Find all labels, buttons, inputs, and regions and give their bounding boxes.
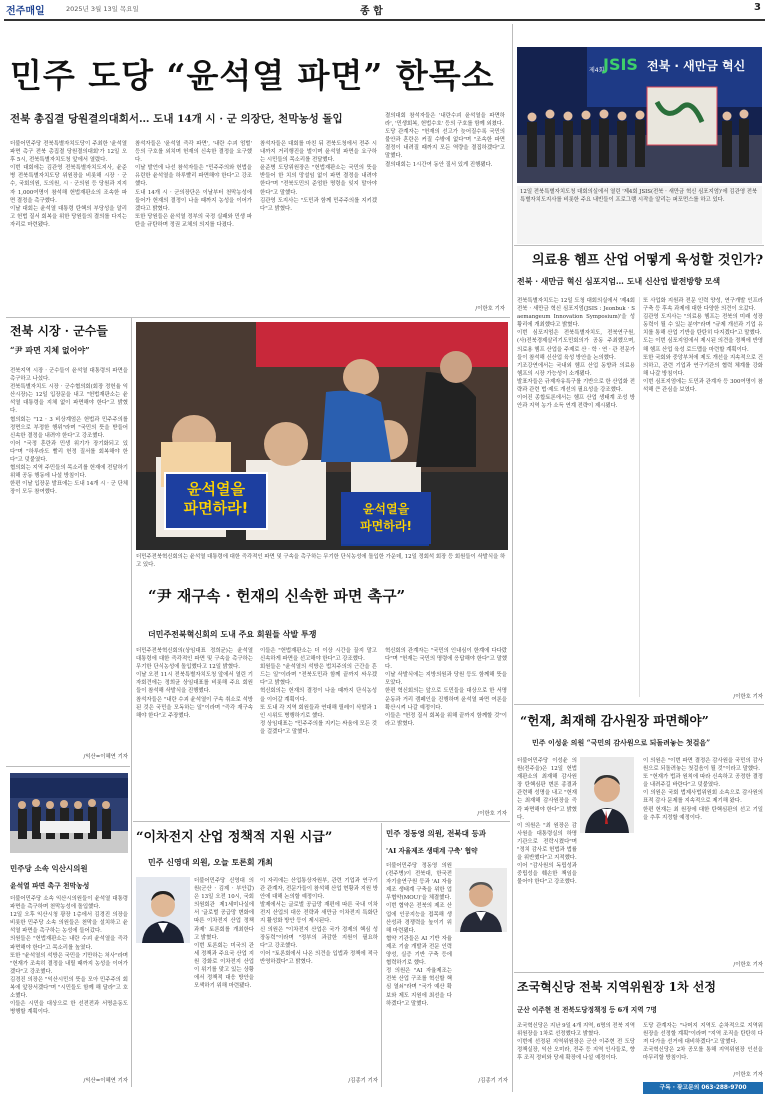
jsis-photo xyxy=(517,47,762,183)
rule-battery-top xyxy=(133,821,510,822)
masthead xyxy=(6,2,763,18)
rule-main-right xyxy=(512,24,513,1092)
protest-body: 전북지역 시장 · 군수들이 윤석열 대통령의 파면을 촉구하고 나섰다. 전북특별자치도 시장 · 군수협의회(회장 정헌율 익산시장)는 12일 입장문을 내고 "헌법재판소는 윤석열 대통령을 지체 없이 파면해야 한다"고 밝혔다. 협의회는 "12 · 3 비상계엄은 헌법과 민주주의를 정면으로 부정한 행위"라며 "국민의 뜻을 받들어 신속한 결정을 내려야 한다"고 강조했다. 이어 "국정 혼란과 민생 위기가 장기화되고 있다"며 "하루라도 빨리 헌정 질서를 회복해야 한다"고 덧붙였다. 협의회는 지역 주민들의 목소리를 헌재에 전달하기 위해 공동 행동에 나설 방침이다. 한편 이날 입장문 발표에는 도내 14개 시 · 군 단체장이 모두 참여했다. xyxy=(10,368,128,496)
section-title: 종 합 xyxy=(360,6,383,17)
rebuild-col-1: 조국혁신당은 지난 9일 4개 지역, 6명의 전북 지역위원장을 1차로 선정했다고 밝혔다. 이번에 선정된 지역위원장은 군산 이주현 전 도당정책실장, 익산 오미라, 전주 등 지역 인사들로, 향후 조직 정비와 당세 확장에 나설 예정이다. xyxy=(517,1023,635,1062)
hunger-col-2: 이들은 "헌법재판소는 더 이상 시간을 끌지 말고 신속하게 파면을 선고해야 한다"고 강조했다. 회원들은 "윤석열의 석방은 법치주의의 근간을 흔드는 일"이라며 "전북도민과 함께 끝까지 싸우겠다"고 밝혔다. 혁신회의는 헌재의 결정이 나올 때까지 단식농성을 이어갈 계획이다. 또 도내 각 지역 회원들과 연대해 릴레이 삭발과 1인 시위도 병행하기로 했다. 정 상임대표는 "민주주의를 지키는 싸움에 모든 것을 걸겠다"고 말했다. xyxy=(260,648,377,735)
iksan-headline: 민주당 소속 익산시의원 xyxy=(10,864,88,873)
hemp-col-2: 또 사업화 지원과 전문 인력 양성, 연구개발 인프라 구축 등 후속 과제에 대한 다양한 의견이 오갔다. 김관영 도지사는 "의료용 헴프는 전북의 미래 성장동력이 될 수 있는 분야"라며 "규제 개선과 기업 유치를 통해 산업 기반을 탄탄히 다지겠다"고 말했다. 도는 이번 심포지엄에서 제시된 의견을 정책에 반영해 헴프 산업 육성 로드맵을 마련할 계획이다. 또한 국회와 중앙부처에 제도 개선을 지속적으로 건의하고, 관련 기업과 연구기관의 협력 체계를 강화해 나갈 방침이다. 이번 심포지엄에는 도민과 관계자 등 300여명이 참석해 큰 관심을 보였다. xyxy=(643,298,763,394)
subscription-contact xyxy=(643,1082,763,1094)
jsis-caption: 12일 전북특별자치도청 대회의실에서 열린 '제4회 JSIS(전북 · 새만금 혁신 심포지엄)'에 김관영 전북특별자치도지사를 비롯한 주요 내빈들이 프로그램 시작을 알리는 퍼포먼스를 하고 있다. xyxy=(517,186,762,244)
rebuild-col-2: 도당 관계자는 "나머지 지역도 순차적으로 지역위원장을 선정할 계획"이라며 "지역 조직을 탄탄히 다져 다가올 선거에 대비하겠다"고 말했다. 조국혁신당은 2차 공모를 통해 지역위원장 인선을 마무리할 방침이다. xyxy=(643,1023,763,1062)
hemp-subhead: 전북 · 새만금 혁신 심포지엄… 도내 신산업 발전방향 모색 xyxy=(517,276,721,286)
rule-left-column xyxy=(131,317,132,1087)
ai-body-top: 더불어민주당 정동영 의원(전주병)이 전북대, 한국전자기술연구원 등과 'AI 자율제조 생태계 구축을 위한 업무협약(MOU)'을 체결했다. 이번 협약은 전북의 제조 산업에 인공지능을 접목해 생산성과 경쟁력을 높이기 위해 마련됐다. 협약 기관들은 AI 기반 자율제조 기술 개발과 전문 인력 양성, 실증 기반 구축 등에 협력하기로 했다. 정 의원은 "AI 자율제조는 전북 산업 구조를 혁신할 핵심 열쇠"라며 "국가 예산 확보와 제도 지원에 최선을 다하겠다"고 말했다. xyxy=(386,863,452,1007)
rebuild-subhead: 군산 이주현 전 전북도당정책정 등 6개 지역 7명 xyxy=(517,1006,657,1014)
rule-iksan-top xyxy=(6,766,130,767)
protest-sign xyxy=(164,472,268,530)
page-number: 3 xyxy=(754,2,761,13)
audit-byline: /이한호 기자 xyxy=(733,962,763,968)
lead-headline: 민주 도당 “윤석열 파면” 한목소 xyxy=(10,56,495,94)
rebuild-byline: /이한호 기자 xyxy=(733,1072,763,1078)
lead-col-2: 참석자들은 '윤석열 즉각 파면', '내란 수괴 엄벌' 등의 구호를 외치며 헌재의 신속한 결정을 요구했다. 이날 발언에 나선 참석자들은 "민주주의와 헌법을 유린한 윤석열을 하루빨리 파면해야 한다"고 강조했다. 도내 14개 시 · 군의장단은 이날부터 천막농성에 들어가 헌재의 결정이 나올 때까지 농성을 이어가겠다고 밝혔다. 또한 당원들은 윤석열 정부의 국정 실패와 민생 파탄을 규탄하며 정권 교체의 의지를 다졌다. xyxy=(135,141,252,228)
shin-portrait xyxy=(136,877,190,943)
hunger-headline: “尹 재구속 · 헌재의 신속한 파면 촉구” xyxy=(148,587,406,605)
rule-hemp-cols xyxy=(639,297,640,697)
battery-col-2: 이 자리에는 산업통상자원부, 관련 기업과 연구기관 관계자, 전문가들이 참석해 산업 현황과 지원 방안에 대해 논의할 예정이다. 발제에서는 글로벌 공급망 재편에 따른 국내 이차전지 산업의 대응 전략과 새만금 이차전지 특화단지 활성화 방안 등이 제시된다. 신 의원은 "이차전지 산업은 국가 경제의 핵심 성장동력"이라며 "정부의 과감한 지원이 필요하다"고 강조했다. 이어 "토론회에서 나온 의견을 입법과 정책에 적극 반영하겠다"고 밝혔다. xyxy=(260,878,378,965)
lee-portrait xyxy=(580,757,634,833)
jsis-banner-title: 전북 · 새만금 혁신 xyxy=(647,59,746,73)
lee-portrait-art xyxy=(580,757,634,833)
battery-headline: “이차전지 산업 정책적 지원 시급” xyxy=(136,830,333,845)
protest-kicker-2: “尹 파면 지체 없어야” xyxy=(10,345,90,355)
audit-subhead: 민주 이성윤 의원 “국민의 감사원으로 되돌려놓는 첫걸음” xyxy=(532,738,711,747)
chung-portrait-art xyxy=(455,868,507,932)
lead-col-1: 더불어민주당 전북특별자치도당이 주최한 '윤석열 파면 촉구 전북 총집결 당원결의대회'가 12일 오후 5시, 전북특별자치도청 앞에서 열렸다. 이번 대회에는 김관영 전북특별자치도지사, 윤준병 전북특별자치도당 위원장을 비롯해 시장 · 군수, 국회의원, 도의원, 시 · 군의원 등 당원과 지지자 1,000여명이 참석해 헌법재판소의 조속한 파면 결정을 촉구했다. 이날 대회는 윤석열 대통령 탄핵의 부당성을 알리고 헌법 질서 회복을 위한 당원들의 결의를 다지는 자리로 마련됐다. xyxy=(10,141,127,228)
jsis-banner-year: 제4회 xyxy=(589,67,605,74)
hemp-col-1: 전북특별자치도는 12일 도청 대회의실에서 '제4회 전북 · 새만금 혁신 심포지엄(JSIS : Jeonbuk · Saemangeum Innovation Symposium)'을 성황리에 개최했다고 밝혔다. 이번 심포지엄은 전북특별자치도, 전북연구원, (사)전북경제살리기도민회의가 공동 주최했으며, 의료용 헴프 산업을 주제로 산 · 학 · 연 · 관 전문가들이 참석해 신산업 육성 방안을 논의했다. 기조강연에서는 국내외 헴프 산업 동향과 의료용 헴프의 시장 가능성이 소개됐다. 발표자들은 규제자유특구를 기반으로 한 산업화 전략과 관련 법·제도 개선의 필요성을 강조했다. 이어진 종합토론에서는 헴프 산업 생태계 조성 방안과 지역 농가 소득 연계 전략이 제시됐다. xyxy=(517,298,635,410)
battery-byline: /김종기 기자 xyxy=(348,1078,378,1084)
shin-portrait-art xyxy=(136,877,190,943)
rule-hemp-top xyxy=(514,245,764,246)
jsis-banner-logo: JSIS xyxy=(603,55,638,74)
lead-col-4: 결의대회 참석자들은 '내란수괴 윤석열을 파면하라', '민생회복, 헌법수호' 등의 구호를 함께 외쳤다. 도당 관계자는 "헌재의 선고가 늦어질수록 국민의 불안과 혼란은 커질 수밖에 없다"며 "조속한 파면 결정이 내려질 때까지 모든 역량을 결집하겠다"고 말했다. 결의대회는 1시간여 동안 질서 있게 진행됐다. xyxy=(385,113,505,168)
lead-subhead: 전북 총집결 당원결의대회서… 도내 14개 시 · 군 의장단, 천막농성 돌입 xyxy=(10,113,343,125)
rule-audit-top xyxy=(514,704,764,705)
hunger-subhead: 더민주전북혁신회의 도내 주요 회원들 삭발 투쟁 xyxy=(148,629,317,639)
battery-col-1: 더불어민주당 신영대 의원(군산 · 김제 · 부안갑)은 13일 오전 10시, 국회의원회관 제1세미나실에서 '글로벌 공급망 변화에 따른 이차전지 산업 정책 과제' 토론회를 개최한다고 밝혔다. 이번 토론회는 미국의 관세 정책과 주요국 산업 지원 강화로 이차전지 산업이 위기를 맞고 있는 상황에서 정책적 대응 방안을 모색하기 위해 마련됐다. xyxy=(194,878,254,990)
iksan-photo xyxy=(10,773,128,853)
hunger-col-1: 더민주전북혁신회의(상임대표 정희균)는 윤석열 대통령에 대한 즉각적인 파면 및 구속을 촉구하는 무기한 단식농성에 돌입했다고 12일 밝혔다. 이날 오전 11시 전북특별자치도청 앞에서 열린 기자회견에는 정희균 상임대표를 비롯해 주요 회원들이 참석해 삭발식을 진행했다. 참석자들은 "내란 수괴 윤석열이 구속 취소로 석방된 것은 국민을 모독하는 일"이라며 "즉각 재구속해야 한다"고 주장했다. xyxy=(136,648,253,719)
audit-col-1: 더불어민주당 이성윤 의원(전주을)은 12일 헌법재판소의 최재해 감사원장 탄핵심판 변론 종결과 관련해 성명을 내고 "헌재는 최재해 감사원장을 즉각 파면해야 한다"고 밝혔다. 이 의원은 "최 원장은 감사원을 대통령실의 하명 기관으로 전락시켰다"며 "정치 감사로 헌법과 법률을 위반했다"고 지적했다. 이어 "감사원의 독립성과 중립성을 훼손한 책임을 물어야 한다"고 강조했다. xyxy=(517,758,577,886)
ai-byline: /김종기 기자 xyxy=(478,1078,508,1084)
protest-byline: /익산=이혜연 기자 xyxy=(83,754,128,760)
iksan-byline: /익산=이혜연 기자 xyxy=(83,1078,128,1084)
audit-col-2: 이 의원은 "이번 파면 결정은 감사원을 국민의 감사원으로 되돌려놓는 첫걸음이 될 것"이라고 말했다. 또 "헌재가 법과 원칙에 따라 신속하고 공정한 결정을 내려주길 바란다"고 덧붙였다. 이 의원은 국회 법제사법위원회 소속으로 감사원의 표적 감사 문제를 지속적으로 제기해 왔다. 한편 헌재는 최 원장에 대한 탄핵심판의 선고 기일을 추후 지정할 예정이다. xyxy=(643,758,763,821)
protest-sign-right xyxy=(341,492,431,544)
rule-battery-ai xyxy=(381,823,382,1087)
paper-name: 전주매일 xyxy=(6,6,45,17)
subscription-contact-text: 구독 · 광고문의 063-288-9700 xyxy=(659,1085,747,1091)
iksan-body: 더불어민주당 소속 익산시의원들이 윤석열 대통령 파면을 촉구하며 천막농성에 돌입했다. 12일 오후 익산시청 광장 1층에서 김경진 의장을 비롯한 민주당 소속 의원들은 천막을 설치하고 윤석열 파면을 촉구하는 농성에 들어갔다. 의원들은 "헌법재판소는 내란 수괴 윤석열을 즉각 파면해야 한다"고 목소리를 높였다. 또한 "윤석열의 석방은 국민을 기만하는 처사"라며 "헌재가 조속히 결정을 내릴 때까지 농성을 이어가겠다"고 강조했다. 김경진 의장은 "익산시민의 뜻을 모아 민주주의 회복에 앞장서겠다"며 "시민들도 함께 해 달라"고 호소했다. 이들은 시민을 대상으로 한 선전전과 서명운동도 병행할 계획이다. xyxy=(10,896,128,1016)
hemp-byline: /이한호 기자 xyxy=(733,694,763,700)
lead-byline: /이한호 기자 xyxy=(475,306,505,312)
protest-sign-right-line-1: 윤석열을 xyxy=(362,502,410,516)
hemp-headline: 의료용 헴프 산업 어떻게 육성할 것인가? xyxy=(532,253,764,268)
hunger-col-3: 혁신회의 관계자는 "국민의 인내심이 한계에 다다랐다"며 "헌재는 국민의 명령에 응답해야 한다"고 말했다. 이날 삭발식에는 지방의원과 당원 등도 함께해 뜻을 모았다. 한편 혁신회의는 앞으로 도민들을 대상으로 한 서명운동과 거리 캠페인을 진행하며 윤석열 파면 여론을 확산시켜 나갈 예정이다. 이들은 "헌정 질서 회복을 위해 끝까지 함께할 것"이라고 밝혔다. xyxy=(385,648,507,727)
ai-subhead: 민주 정동영 의원, 전북대 등과 xyxy=(386,829,486,838)
chung-portrait xyxy=(455,868,507,932)
issue-date: 2025년 3월 13일 목요일 xyxy=(66,5,139,13)
protest-sign-line-1: 윤석열을 xyxy=(187,480,245,498)
battery-subhead: 민주 신영대 의원, 오늘 토론회 개최 xyxy=(148,857,273,867)
iksan-photo-art xyxy=(10,773,128,853)
protest-sign-line-2: 파면하라! xyxy=(183,499,249,517)
audit-headline: “헌재, 최재해 감사원장 파면해야” xyxy=(520,713,709,728)
lead-col-3: 참석자들은 대회를 마친 뒤 전북도청에서 전주 시내까지 거리행진을 벌이며 윤석열 파면을 요구하는 시민들의 목소리를 전달했다. 윤준병 도당위원장은 "헌법재판소는 국민의 뜻을 받들어 한 치의 망설임 없이 파면 결정을 내려야 한다"며 "전북도민의 준엄한 명령을 잊지 말아야 한다"고 말했다. 김관영 도지사는 "도민과 함께 민주주의를 지키겠다"고 밝혔다. xyxy=(260,141,377,212)
protest-kicker-1: 전북 시장 · 군수들 xyxy=(10,324,108,338)
masthead-rule xyxy=(4,19,765,21)
hunger-byline: /이한호 기자 xyxy=(477,811,507,817)
protest-sign-right-line-2: 파면하라! xyxy=(360,519,412,533)
rule-lead-bottom xyxy=(6,317,510,318)
hunger-strike-photo xyxy=(136,322,508,550)
iksan-subhead: 윤석열 파면 촉구 천막농성 xyxy=(10,882,90,890)
rule-rebuild-top xyxy=(514,972,764,973)
ai-subhead-2: 'AI 자율제조 생태계 구축' 협약 xyxy=(386,847,478,855)
rebuild-headline: 조국혁신당 전북 지역위원장 1차 선정 xyxy=(517,980,716,994)
hunger-strike-caption: 더민주전북혁신회의는 윤석열 대통령에 대한 즉각적인 파면 및 구속을 촉구하는 무기한 단식농성에 돌입한 가운데, 12일 정회석 회장 등 회원들이 삭발식을 하고 있다. xyxy=(136,554,506,568)
